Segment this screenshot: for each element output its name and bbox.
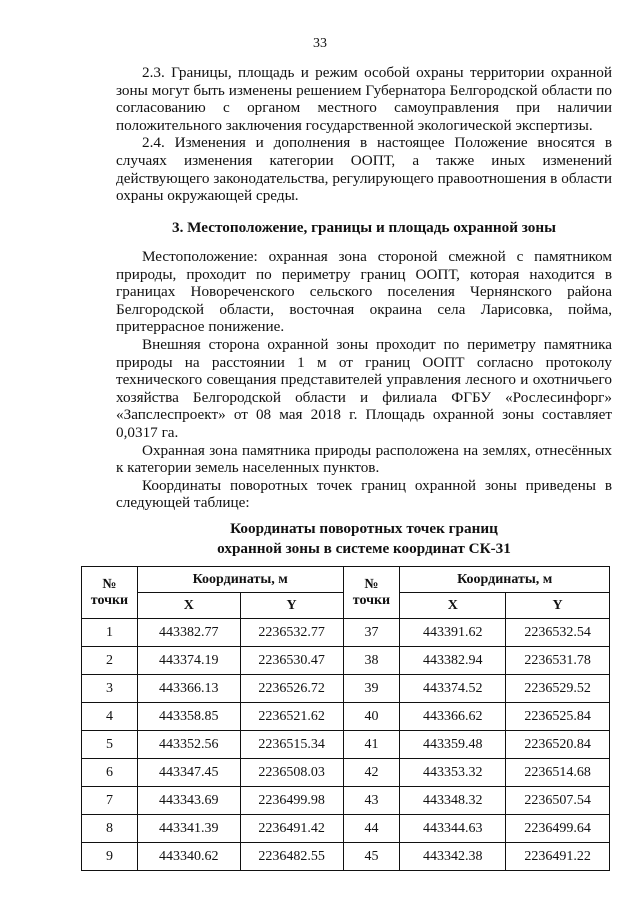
- paragraph: Местоположение: охранная зона стороной смежной с памятником природы, проходит по периметру границ ООПТ, которая находится в границах Новореченского сельского поселения Чернянского района Белгородской области, восточная окраина села Ларисовка, пойма, притеррасное понижение.: [116, 248, 612, 336]
- x-cell: 443382.77: [137, 619, 240, 647]
- point-number-cell: 5: [82, 731, 138, 759]
- y-cell: 2236532.77: [240, 619, 343, 647]
- y-cell: 2236514.68: [506, 759, 610, 787]
- y-cell: 2236491.42: [240, 815, 343, 843]
- table-title-line: охранной зоны в системе координат СК-31: [217, 540, 511, 557]
- paragraph: Охранная зона памятника природы расположена на землях, отнесённых к категории земель населенных пунктов.: [116, 441, 612, 477]
- table-row: [82, 787, 610, 815]
- point-number-cell: 42: [343, 759, 400, 787]
- table-row: [82, 731, 610, 759]
- header-y: Y: [506, 593, 610, 619]
- x-cell: 443382.94: [400, 647, 506, 675]
- table-row: [82, 703, 610, 731]
- header-points-label: точки: [90, 592, 129, 608]
- x-cell: 443366.13: [137, 675, 240, 703]
- paragraph: 2.3. Границы, площадь и режим особой охраны территории охранной зоны могут быть изменены решением Губернатора Белгородской области по согласованию с органом местного самоуправления при наличии положительного заключения государственной экологической экспертизы.: [116, 64, 612, 134]
- point-number-cell: 44: [343, 815, 400, 843]
- header-no-label: №: [364, 576, 379, 592]
- table-row: [82, 675, 610, 703]
- y-cell: 2236531.78: [506, 647, 610, 675]
- point-number-cell: 8: [82, 815, 138, 843]
- table-row: [82, 843, 610, 871]
- x-cell: 443341.39: [137, 815, 240, 843]
- point-number-cell: 9: [82, 843, 138, 871]
- point-number-cell: 2: [82, 647, 138, 675]
- y-cell: 2236491.22: [506, 843, 610, 871]
- header-x: X: [137, 593, 240, 619]
- header-coordinates: Координаты, м: [400, 567, 610, 593]
- y-cell: 2236526.72: [240, 675, 343, 703]
- point-number-cell: 39: [343, 675, 400, 703]
- x-cell: 443340.62: [137, 843, 240, 871]
- point-number-cell: 41: [343, 731, 400, 759]
- x-cell: 443347.45: [137, 759, 240, 787]
- x-cell: 443353.32: [400, 759, 506, 787]
- y-cell: 2236520.84: [506, 731, 610, 759]
- point-number-cell: 6: [82, 759, 138, 787]
- x-cell: 443343.69: [137, 787, 240, 815]
- point-number-cell: 45: [343, 843, 400, 871]
- table-row: [82, 759, 610, 787]
- point-number-cell: 1: [82, 619, 138, 647]
- x-cell: 443359.48: [400, 731, 506, 759]
- table-row: [82, 815, 610, 843]
- point-number-cell: 38: [343, 647, 400, 675]
- y-cell: 2236521.62: [240, 703, 343, 731]
- paragraph: Координаты поворотных точек границ охранной зоны приведены в следующей таблице:: [116, 476, 612, 512]
- y-cell: 2236507.54: [506, 787, 610, 815]
- paragraph: Внешняя сторона охранной зоны проходит по периметру памятника природы на расстоянии 1 м от границ ООПТ согласно протоколу технического совещания представителей управления лесного и охотничьего хозяйства Белгородской области и филиала ФГБУ «Рослесинфорг» «Запслеспроект» от 08 мая 2018 г. Площадь охранной зоны составляет 0,0317 га.: [116, 335, 612, 441]
- x-cell: 443374.19: [137, 647, 240, 675]
- header-coordinates: Координаты, м: [137, 567, 343, 593]
- header-points-label: точки: [352, 592, 391, 608]
- coordinates-table: [81, 566, 610, 871]
- y-cell: 2236530.47: [240, 647, 343, 675]
- header-no-label: №: [102, 576, 117, 592]
- point-number-cell: 37: [343, 619, 400, 647]
- paragraph: 2.4. Изменения и дополнения в настоящее Положение вносятся в случаях изменения категории ООПТ, а также иных изменений действующего законодательства, регулирующего правоотношения в области охраны окружающей среды.: [116, 134, 612, 205]
- x-cell: 443352.56: [137, 731, 240, 759]
- y-cell: 2236499.64: [506, 815, 610, 843]
- x-cell: 443358.85: [137, 703, 240, 731]
- y-cell: 2236515.34: [240, 731, 343, 759]
- section-title: 3. Местоположение, границы и площадь охранной зоны: [171, 219, 556, 236]
- point-number-cell: 4: [82, 703, 138, 731]
- y-cell: 2236525.84: [506, 703, 610, 731]
- y-cell: 2236532.54: [506, 619, 610, 647]
- point-number-cell: 43: [343, 787, 400, 815]
- x-cell: 443342.38: [400, 843, 506, 871]
- x-cell: 443344.63: [400, 815, 506, 843]
- table-title: [116, 519, 612, 559]
- y-cell: 2236499.98: [240, 787, 343, 815]
- header-point-number: [343, 567, 400, 619]
- intro-text: [116, 64, 612, 205]
- y-cell: 2236482.55: [240, 843, 343, 871]
- table-title-line: Координаты поворотных точек границ: [230, 520, 498, 537]
- y-cell: 2236529.52: [506, 675, 610, 703]
- x-cell: 443391.62: [400, 619, 506, 647]
- table-row: [82, 647, 610, 675]
- table-body: [82, 619, 610, 871]
- header-y: Y: [240, 593, 343, 619]
- page-number: 33: [313, 36, 327, 51]
- point-number-cell: 40: [343, 703, 400, 731]
- y-cell: 2236508.03: [240, 759, 343, 787]
- header-x: X: [400, 593, 506, 619]
- header-point-number: [82, 567, 138, 619]
- table-row: [82, 619, 610, 647]
- x-cell: 443366.62: [400, 703, 506, 731]
- x-cell: 443374.52: [400, 675, 506, 703]
- main-text: [116, 248, 612, 512]
- table-header-row: [82, 567, 610, 593]
- x-cell: 443348.32: [400, 787, 506, 815]
- point-number-cell: 3: [82, 675, 138, 703]
- point-number-cell: 7: [82, 787, 138, 815]
